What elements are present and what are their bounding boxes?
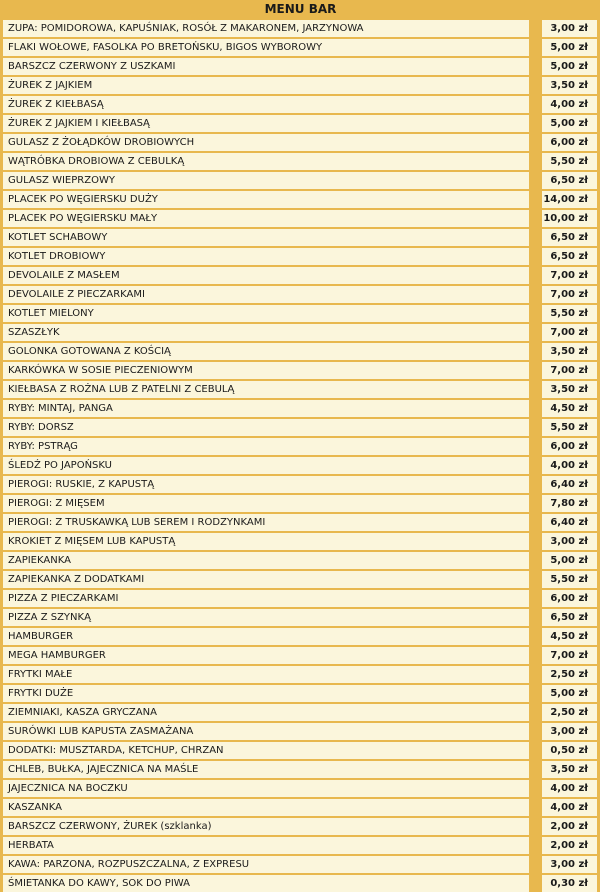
menu-item-name: GULASZ Z ŻOŁĄDKÓW DROBIOWYCH (3, 134, 529, 151)
menu-item-name: PIZZA Z SZYNKĄ (3, 609, 529, 626)
menu-row (3, 248, 598, 265)
menu-item-name: BARSZCZ CZERWONY Z USZKAMI (3, 58, 529, 75)
menu-item-name: HERBATA (3, 837, 529, 854)
menu-item-price: 5,50 zł (542, 571, 597, 588)
menu-row (3, 305, 598, 322)
menu-row (3, 875, 598, 892)
menu-row (3, 514, 598, 531)
menu-item-name: CHLEB, BUŁKA, JAJECZNICA NA MAŚLE (3, 761, 529, 778)
menu-row (3, 647, 598, 664)
menu-item-price: 6,50 zł (542, 248, 597, 265)
menu-item-name: KOTLET SCHABOWY (3, 229, 529, 246)
menu-item-name: FRYTKI MAŁE (3, 666, 529, 683)
menu-item-price: 3,50 zł (542, 343, 597, 360)
menu-item-price: 6,00 zł (542, 438, 597, 455)
menu-item-name: RYBY: MINTAJ, PANGA (3, 400, 529, 417)
menu-item-name: WĄTRÓBKA DROBIOWA Z CEBULKĄ (3, 153, 529, 170)
menu-item-name: ŚLEDŹ PO JAPOŃSKU (3, 457, 529, 474)
menu-item-price: 5,00 zł (542, 58, 597, 75)
menu-item-price: 6,50 zł (542, 229, 597, 246)
menu-item-name: MEGA HAMBURGER (3, 647, 529, 664)
menu-item-price: 7,00 zł (542, 286, 597, 303)
menu-item-name: PIEROGI: Z MIĘSEM (3, 495, 529, 512)
menu-item-price: 7,00 zł (542, 647, 597, 664)
menu-row (3, 723, 598, 740)
menu-row (3, 799, 598, 816)
menu-item-name: FRYTKI DUŻE (3, 685, 529, 702)
menu-row (3, 837, 598, 854)
menu-rows (3, 20, 598, 892)
menu-row (3, 77, 598, 94)
menu-row (3, 39, 598, 56)
menu-row (3, 742, 598, 759)
menu-item-price: 4,00 zł (542, 457, 597, 474)
menu-row (3, 115, 598, 132)
menu-item-price: 5,00 zł (542, 115, 597, 132)
menu-item-name: ŚMIETANKA DO KAWY, SOK DO PIWA (3, 875, 529, 892)
menu-item-name: PIEROGI: Z TRUSKAWKĄ LUB SEREM I RODZYNKAMI (3, 514, 529, 531)
menu-item-name: GULASZ WIEPRZOWY (3, 172, 529, 189)
menu-row (3, 628, 598, 645)
menu-item-price: 6,00 zł (542, 134, 597, 151)
menu-item-name: KARKÓWKA W SOSIE PIECZENIOWYM (3, 362, 529, 379)
menu-item-price: 7,00 zł (542, 324, 597, 341)
menu-item-name: ŻUREK Z JAJKIEM (3, 77, 529, 94)
menu-item-name: PLACEK PO WĘGIERSKU MAŁY (3, 210, 529, 227)
menu-item-price: 0,50 zł (542, 742, 597, 759)
menu-item-name: PIZZA Z PIECZARKAMI (3, 590, 529, 607)
menu-row (3, 20, 598, 37)
menu-item-name: JAJECZNICA NA BOCZKU (3, 780, 529, 797)
menu-row (3, 381, 598, 398)
menu-item-name: ZIEMNIAKI, KASZA GRYCZANA (3, 704, 529, 721)
menu-row (3, 58, 598, 75)
menu-item-name: KASZANKA (3, 799, 529, 816)
menu-row (3, 229, 598, 246)
menu-item-price: 3,00 zł (542, 20, 597, 37)
menu-item-name: SURÓWKI LUB KAPUSTA ZASMAŻANA (3, 723, 529, 740)
menu-item-price: 14,00 zł (542, 191, 597, 208)
menu-item-price: 7,00 zł (542, 267, 597, 284)
menu-row (3, 286, 598, 303)
menu-item-price: 2,50 zł (542, 666, 597, 683)
menu-item-price: 5,50 zł (542, 153, 597, 170)
menu-row (3, 571, 598, 588)
menu-item-price: 7,00 zł (542, 362, 597, 379)
menu-item-price: 4,00 zł (542, 780, 597, 797)
menu-item-name: SZASZŁYK (3, 324, 529, 341)
menu-item-name: HAMBURGER (3, 628, 529, 645)
menu-item-price: 3,50 zł (542, 761, 597, 778)
menu-item-name: ZAPIEKANKA Z DODATKAMI (3, 571, 529, 588)
menu-row (3, 457, 598, 474)
menu-row (3, 191, 598, 208)
menu-row (3, 856, 598, 873)
menu-item-price: 4,00 zł (542, 96, 597, 113)
menu-item-name: KAWA: PARZONA, ROZPUSZCZALNA, Z EXPRESU (3, 856, 529, 873)
menu-row (3, 343, 598, 360)
menu-item-name: ZUPA: POMIDOROWA, KAPUŚNIAK, ROSÓŁ Z MAKARONEM, JARZYNOWA (3, 20, 529, 37)
menu-item-price: 6,50 zł (542, 609, 597, 626)
menu-row (3, 324, 598, 341)
menu-row (3, 761, 598, 778)
menu-item-price: 10,00 zł (542, 210, 597, 227)
menu-item-name: RYBY: PSTRĄG (3, 438, 529, 455)
menu-row (3, 552, 598, 569)
menu-item-price: 2,50 zł (542, 704, 597, 721)
menu-row (3, 172, 598, 189)
menu-item-price: 2,00 zł (542, 818, 597, 835)
menu-item-price: 3,00 zł (542, 856, 597, 873)
menu-item-name: PIEROGI: RUSKIE, Z KAPUSTĄ (3, 476, 529, 493)
menu-item-price: 6,40 zł (542, 514, 597, 531)
menu-item-price: 4,50 zł (542, 628, 597, 645)
menu-title: MENU BAR (264, 2, 337, 16)
menu-row (3, 495, 598, 512)
menu-item-name: ŻUREK Z KIEŁBASĄ (3, 96, 529, 113)
menu-item-name: KROKIET Z MIĘSEM LUB KAPUSTĄ (3, 533, 529, 550)
menu-row (3, 362, 598, 379)
menu-item-price: 5,50 zł (542, 419, 597, 436)
menu-item-price: 6,40 zł (542, 476, 597, 493)
menu-item-name: DODATKI: MUSZTARDA, KETCHUP, CHRZAN (3, 742, 529, 759)
menu-item-price: 3,00 zł (542, 723, 597, 740)
menu-row (3, 704, 598, 721)
menu-item-name: BARSZCZ CZERWONY, ŻUREK (szklanka) (3, 818, 529, 835)
menu-row (3, 96, 598, 113)
menu-item-price: 5,50 zł (542, 305, 597, 322)
menu-row (3, 134, 598, 151)
menu-item-name: KIEŁBASA Z ROŻNA LUB Z PATELNI Z CEBULĄ (3, 381, 529, 398)
menu-item-price: 7,80 zł (542, 495, 597, 512)
menu-row (3, 685, 598, 702)
menu-item-name: FLAKI WOŁOWE, FASOLKA PO BRETOŃSKU, BIGOS WYBOROWY (3, 39, 529, 56)
menu-row (3, 153, 598, 170)
menu-item-price: 5,00 zł (542, 39, 597, 56)
menu-row (3, 590, 598, 607)
menu-item-price: 0,30 zł (542, 875, 597, 892)
menu-item-name: GOLONKA GOTOWANA Z KOŚCIĄ (3, 343, 529, 360)
menu-item-name: PLACEK PO WĘGIERSKU DUŻY (3, 191, 529, 208)
menu-item-name: DEVOLAILE Z PIECZARKAMI (3, 286, 529, 303)
menu-item-name: DEVOLAILE Z MASŁEM (3, 267, 529, 284)
menu-row (3, 818, 598, 835)
menu-item-price: 3,00 zł (542, 533, 597, 550)
menu-row (3, 533, 598, 550)
menu-item-price: 3,50 zł (542, 381, 597, 398)
menu-row (3, 780, 598, 797)
menu-item-name: ŻUREK Z JAJKIEM I KIEŁBASĄ (3, 115, 529, 132)
menu-row (3, 476, 598, 493)
menu-row (3, 438, 598, 455)
menu-item-price: 5,00 zł (542, 552, 597, 569)
menu-item-price: 4,00 zł (542, 799, 597, 816)
menu-item-price: 6,50 zł (542, 172, 597, 189)
menu-row (3, 210, 598, 227)
menu-row (3, 267, 598, 284)
menu-row (3, 419, 598, 436)
menu-item-price: 4,50 zł (542, 400, 597, 417)
menu-item-name: RYBY: DORSZ (3, 419, 529, 436)
menu-row (3, 666, 598, 683)
menu-item-price: 2,00 zł (542, 837, 597, 854)
menu-item-name: ZAPIEKANKA (3, 552, 529, 569)
menu-item-name: KOTLET MIELONY (3, 305, 529, 322)
menu-item-price: 5,00 zł (542, 685, 597, 702)
menu-item-price: 6,00 zł (542, 590, 597, 607)
menu-item-name: KOTLET DROBIOWY (3, 248, 529, 265)
menu-row (3, 609, 598, 626)
menu-row (3, 400, 598, 417)
menu-item-price: 3,50 zł (542, 77, 597, 94)
